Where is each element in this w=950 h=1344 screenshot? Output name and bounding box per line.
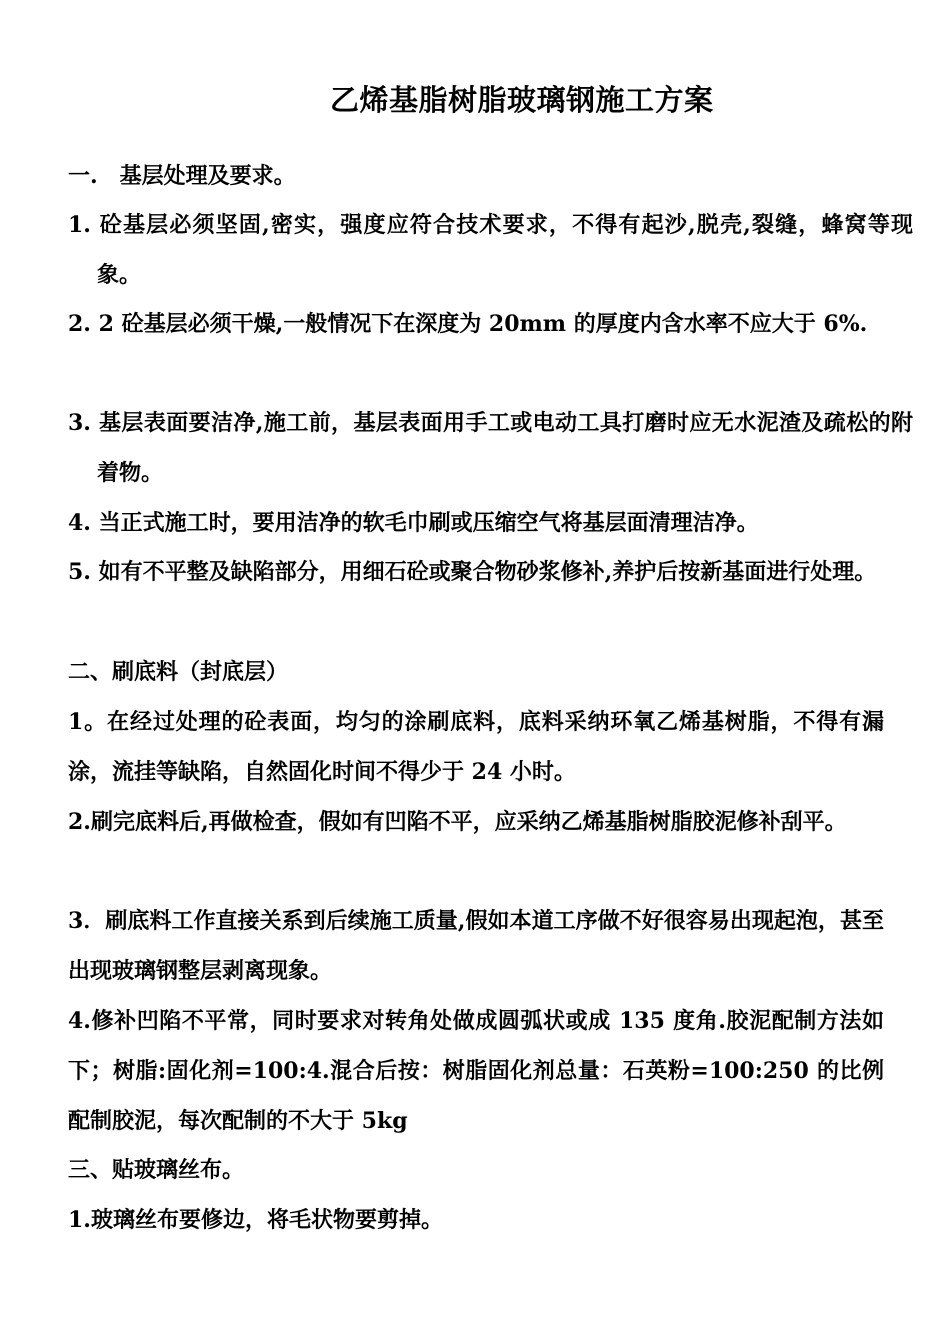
section-heading-3: 三、贴玻璃丝布。 [68,1157,245,1183]
section-heading-1: 一. 基层处理及要求。 [68,163,296,189]
section-1-item-2: 2. 2 砼基层必须干燥,一般情况下在深度为 20mm 的厚度内含水率不应大于 6%. [68,311,868,337]
section-1-item-5: 5. 如有不平整及缺陷部分，用细石砼或聚合物砂浆修补,养护后按新基面进行处理。 [68,559,877,585]
section-heading-2: 二、刷底料（封底层） [68,659,289,685]
section-2-item-3: 3．刷底料工作直接关系到后续施工质量,假如本道工序做不好很容易出现起泡，甚至出现玻璃钢整层剥离现象。 [68,908,884,984]
section-2-item-4: 4.修补凹陷不平常，同时要求对转角处做成圆弧状或成 135 度角.胶泥配制方法如下；树脂:固化剂=100:4.混合后按：树脂固化剂总量：石英粉=100:250 的比例配制胶泥，每次配制的不大于 5kg [68,1008,884,1134]
section-2-item-1: 1。在经过处理的砼表面，均匀的涂刷底料，底料采纳环氧乙烯基树脂，不得有漏涂，流挂等缺陷，自然固化时间不得少于 24 小时。 [68,709,884,785]
section-3-item-1: 1.玻璃丝布要修边，将毛状物要剪掉。 [68,1207,443,1233]
section-2-item-2: 2.刷完底料后,再做检查，假如有凹陷不平，应采纳乙烯基脂树脂胶泥修补刮平。 [68,809,847,835]
document-title: 乙烯基脂树脂玻璃钢施工方案 [330,83,714,117]
section-1-item-1: 1. 砼基层必须坚固,密实，强度应符合技术要求，不得有起沙,脱壳,裂缝，蜂窝等现象。 [68,212,913,288]
section-1-item-3: 3. 基层表面要洁净,施工前，基层表面用手工或电动工具打磨时应无水泥渣及疏松的附着物。 [68,410,913,486]
section-1-item-4: 4. 当正式施工时，要用洁净的软毛巾刷或压缩空气将基层面清理洁净。 [68,510,759,536]
